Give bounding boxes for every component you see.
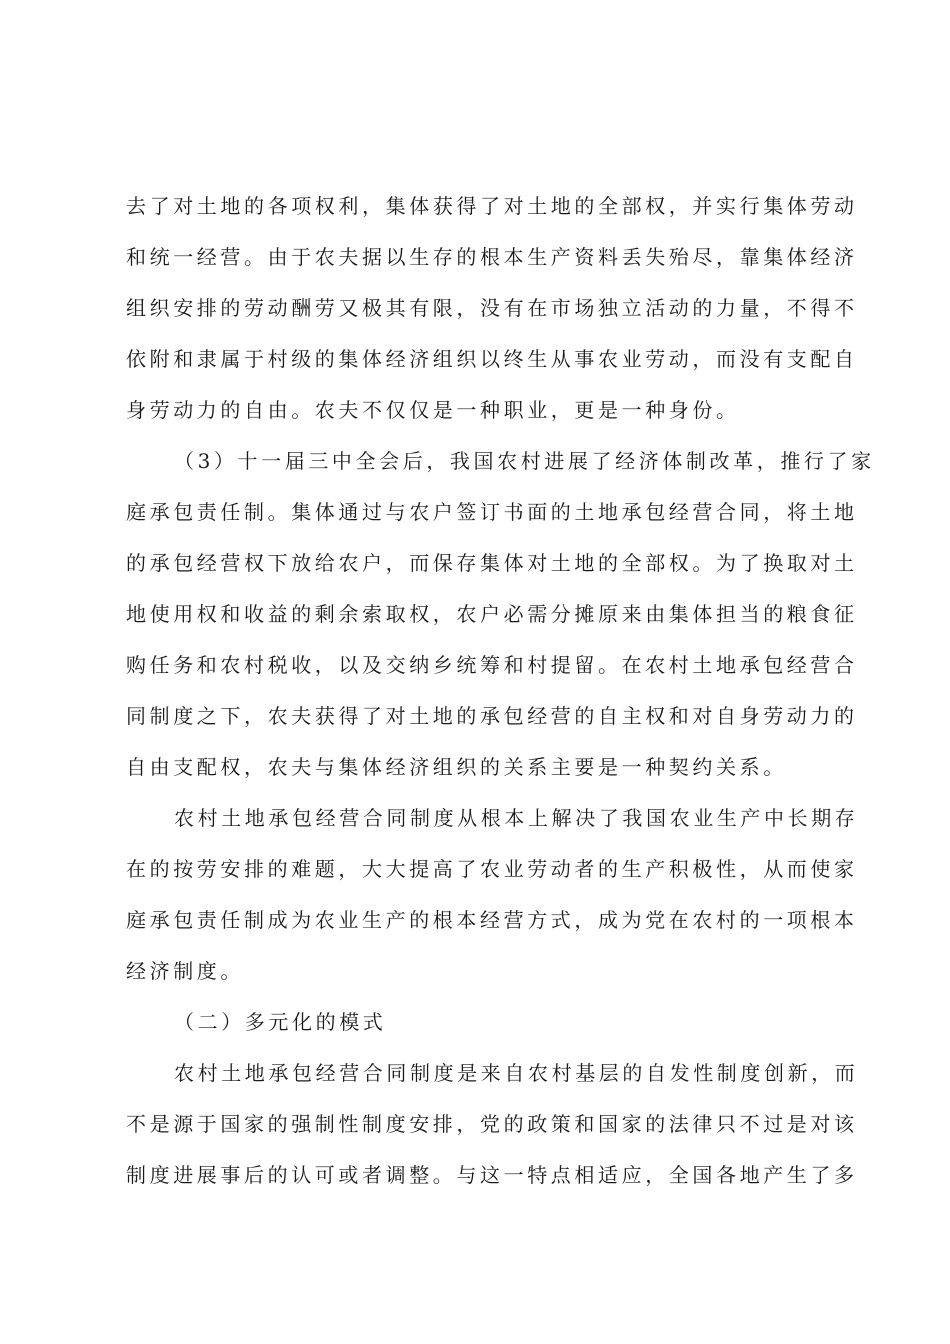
text-line: 庭承包责任制成为农业生产的根本经营方式，成为党在农村的一项根本	[126, 908, 858, 932]
text-line: 自由支配权，农夫与集体经济组织的关系主要是一种契约关系。	[126, 755, 787, 779]
text-line: 不是源于国家的强制性制度安排，党的政策和国家的法律只不过是对该	[126, 1112, 858, 1136]
text-line: （3）十一届三中全会后，我国农村进展了经济体制改革，推行了家	[174, 449, 875, 473]
section-heading: （二）多元化的模式	[174, 1010, 387, 1034]
text-line: 庭承包责任制。集体通过与农户签订书面的土地承包经营合同，将土地	[126, 500, 858, 524]
text-line: 农村土地承包经营合同制度从根本上解决了我国农业生产中长期存	[174, 806, 859, 830]
text-line: 的承包经营权下放给农户，而保存集体对土地的全部权。为了换取对土	[126, 551, 858, 575]
text-line: 农村土地承包经营合同制度是来自农村基层的自发性制度创新，而	[174, 1061, 859, 1085]
text-line: 经济制度。	[126, 959, 244, 983]
text-line: 地使用权和收益的剩余索取权，农户必需分摊原来由集体担当的粮食征	[126, 602, 858, 626]
text-line: 去了对土地的各项权利，集体获得了对土地的全部权，并实行集体劳动	[126, 194, 858, 218]
text-line: 和统一经营。由于农夫据以生存的根本生产资料丢失殆尽，靠集体经济	[126, 245, 858, 269]
text-line: 依附和隶属于村级的集体经济组织以终生从事农业劳动，而没有支配自	[126, 347, 858, 371]
body-text	[126, 181, 875, 1201]
text-line: 身劳动力的自由。农夫不仅仅是一种职业，更是一种身份。	[126, 398, 740, 422]
text-line: 同制度之下，农夫获得了对土地的承包经营的自主权和对自身劳动力的	[126, 704, 858, 728]
text-line: 购任务和农村税收，以及交纳乡统筹和村提留。在农村土地承包经营合	[126, 653, 858, 677]
text-line: 在的按劳安排的难题，大大提高了农业劳动者的生产积极性，从而使家	[126, 857, 858, 881]
text-line: 制度进展事后的认可或者调整。与这一特点相适应，全国各地产生了多	[126, 1163, 858, 1187]
text-line: 组织安排的劳动酬劳又极其有限，没有在市场独立活动的力量，不得不	[126, 296, 858, 320]
